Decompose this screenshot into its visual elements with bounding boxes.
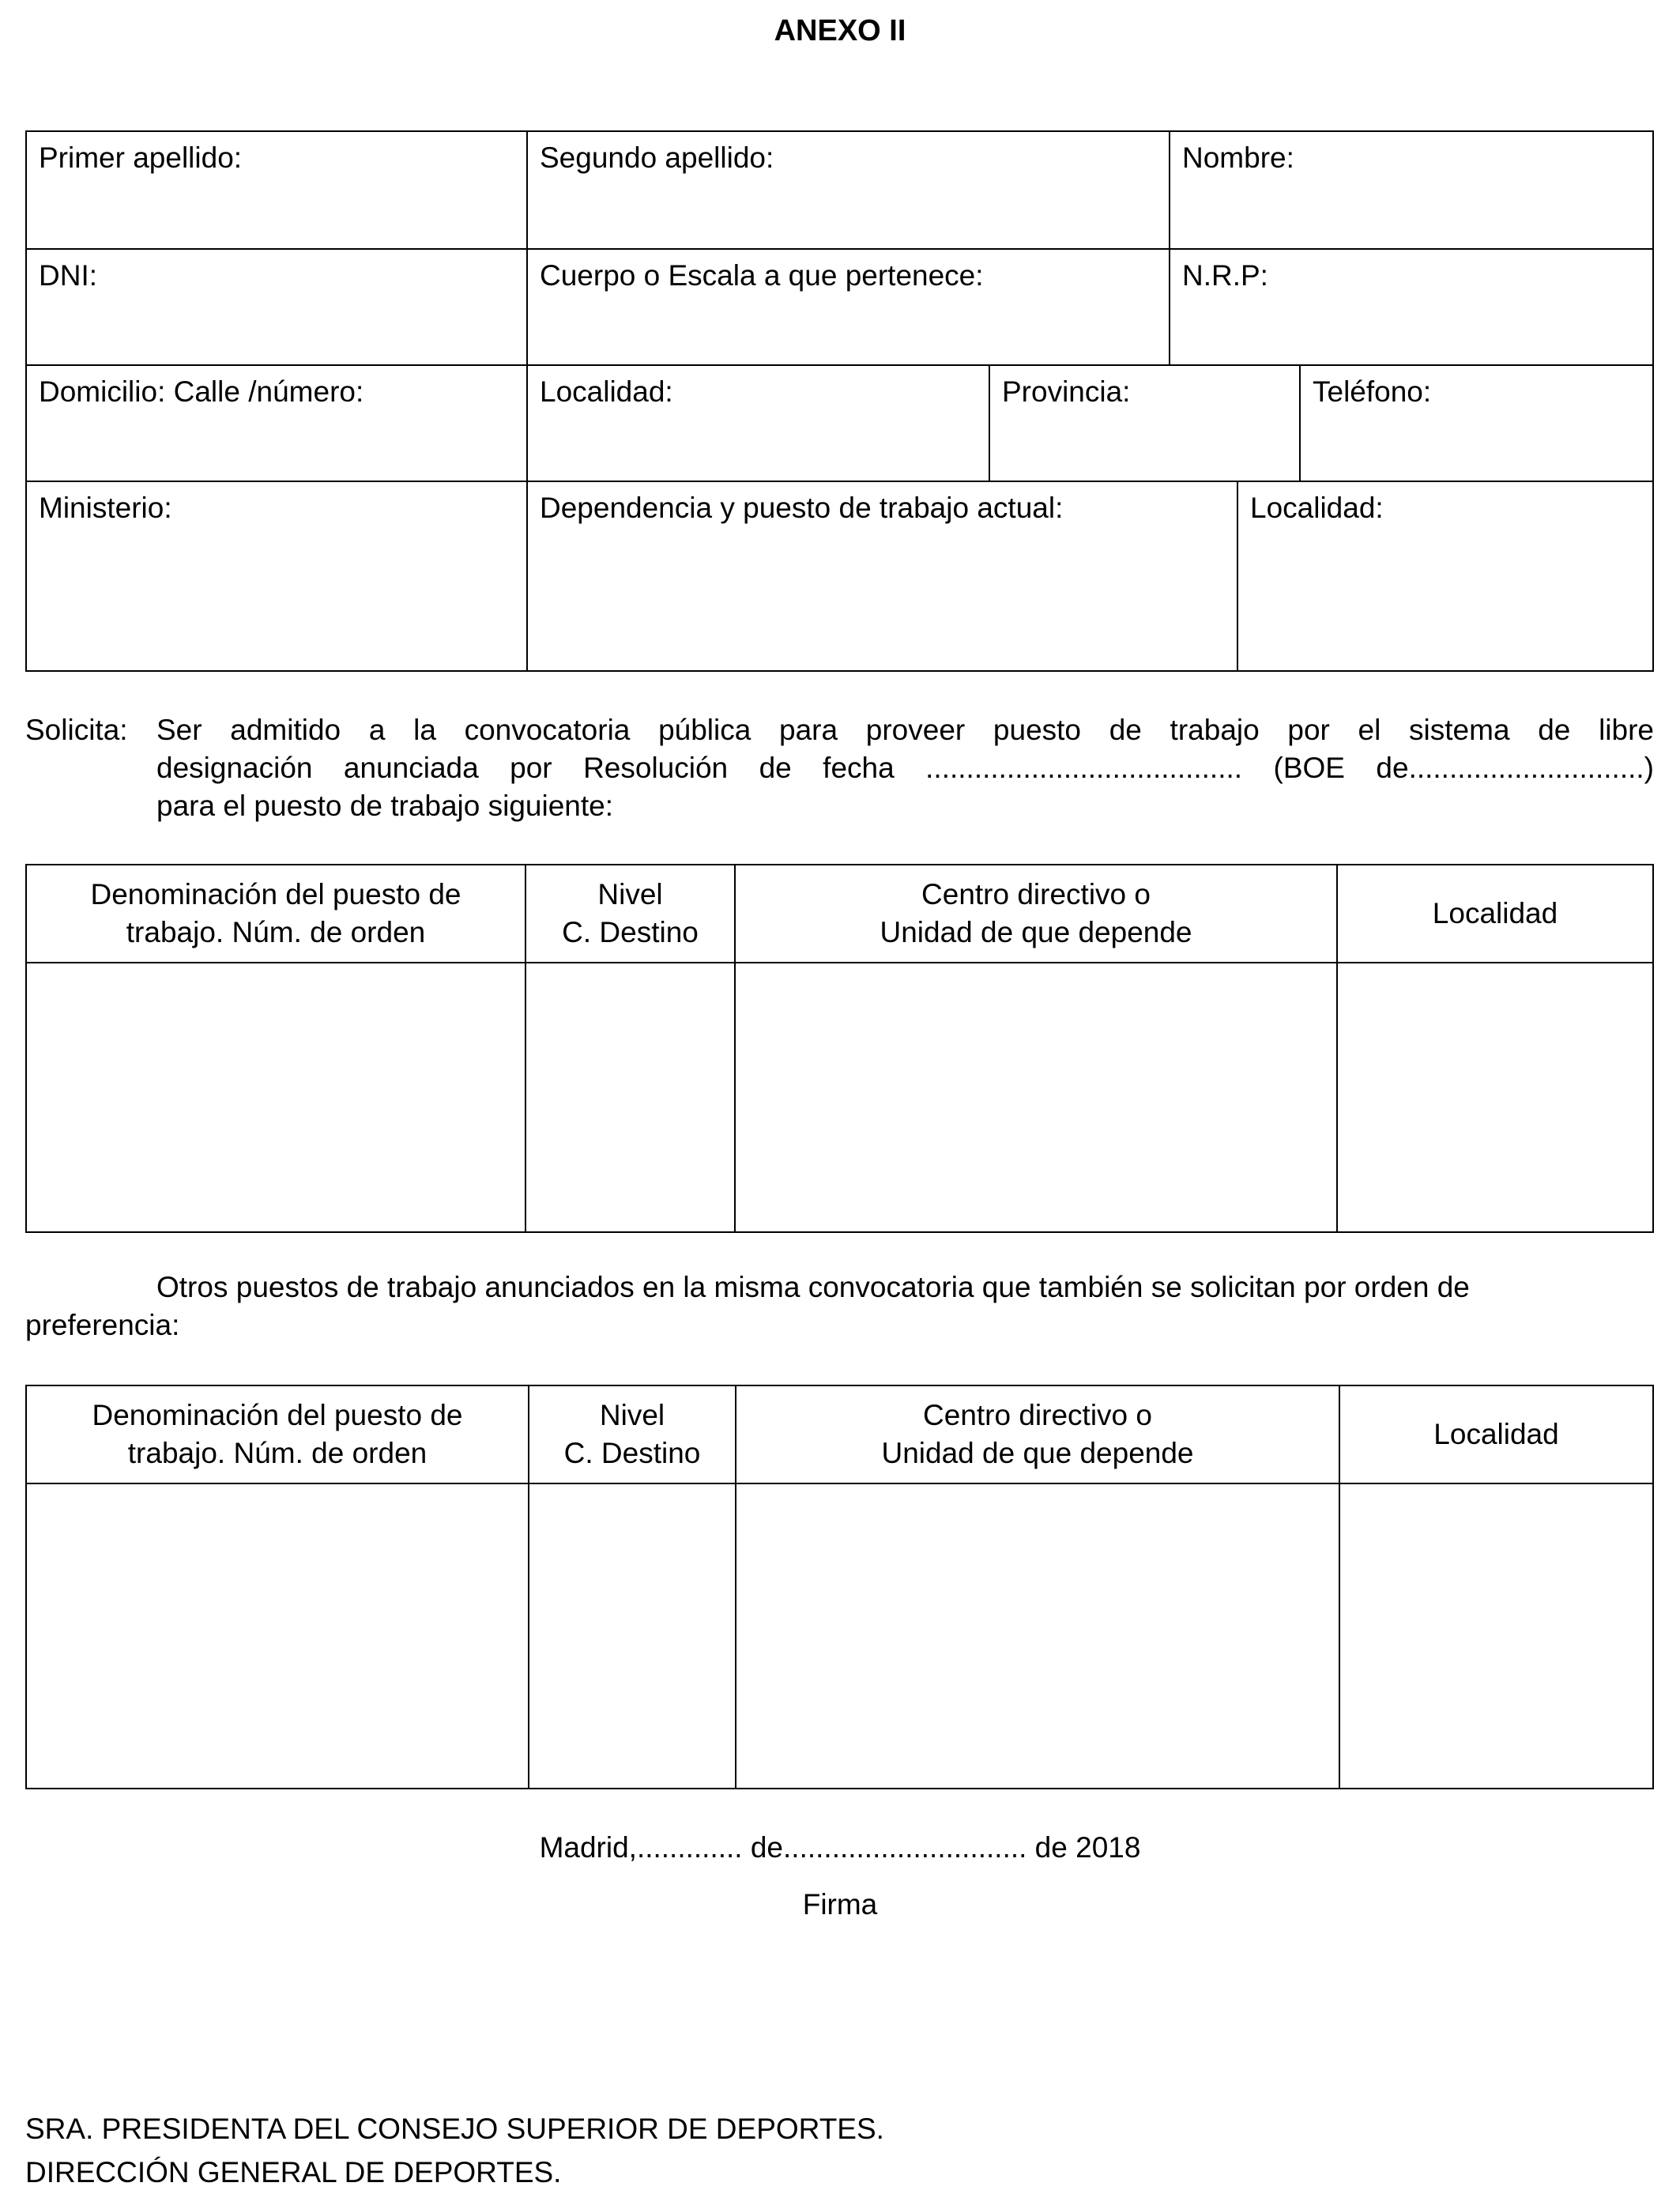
solicita-line-2: designación anunciada por Resolución de fecha ....................................... (BOE de.............................) <box>156 752 1654 784</box>
table-row <box>26 1483 1653 1789</box>
column-header-locality: Localidad <box>1339 1385 1653 1483</box>
column-header-level: Nivel C. Destino <box>529 1385 736 1483</box>
phone-field[interactable]: Teléfono: <box>1299 366 1652 481</box>
date-line: Madrid,............. de.............................. de 2018 <box>539 1831 1141 1864</box>
solicita-line-1: Ser admitido a la convocatoria pública para proveer puesto de trabajo por el sistema de libre <box>156 714 1654 746</box>
other-jobs-line-2: preferencia: <box>25 1309 180 1341</box>
column-header-directive-center: Centro directivo o Unidad de que depende <box>735 865 1337 963</box>
directive-center-cell[interactable] <box>736 1483 1339 1789</box>
requested-job-table <box>25 864 1654 1233</box>
solicita-text <box>156 711 1654 825</box>
column-header-job-name: Denominación del puesto de trabajo. Núm. de orden <box>26 865 525 963</box>
solicita-line-3: para el puesto de trabajo siguiente: <box>156 790 614 822</box>
form-row-identity <box>27 248 1652 364</box>
current-job-field[interactable]: Dependencia y puesto de trabajo actual: <box>526 482 1237 670</box>
locality-field[interactable]: Localidad: <box>526 366 989 481</box>
signature-label: Firma <box>802 1888 878 1921</box>
corps-scale-field[interactable]: Cuerpo o Escala a que pertenece: <box>526 250 1169 364</box>
province-field[interactable]: Provincia: <box>989 366 1299 481</box>
other-jobs-line-1: Otros puestos de trabajo anunciados en la misma convocatoria que también se solicitan por orden de <box>156 1271 1470 1303</box>
other-jobs-paragraph <box>25 1269 1654 1344</box>
column-header-level: Nivel C. Destino <box>525 865 735 963</box>
current-locality-field[interactable]: Localidad: <box>1237 482 1652 670</box>
column-header-directive-center: Centro directivo o Unidad de que depende <box>736 1385 1339 1483</box>
locality-cell[interactable] <box>1339 1483 1653 1789</box>
job-name-cell[interactable] <box>26 963 525 1232</box>
table-row <box>26 963 1653 1232</box>
applicant-data-form <box>25 130 1654 672</box>
form-row-address <box>27 364 1652 481</box>
document-title: ANEXO II <box>774 14 906 47</box>
address-field[interactable]: Domicilio: Calle /número: <box>39 375 364 408</box>
directive-center-cell[interactable] <box>735 963 1337 1232</box>
nrp-field[interactable]: N.R.P: <box>1169 250 1652 364</box>
form-row-current-job <box>27 481 1652 670</box>
other-jobs-table <box>25 1385 1654 1789</box>
locality-cell[interactable] <box>1337 963 1653 1232</box>
addressee-line-1: SRA. PRESIDENTA DEL CONSEJO SUPERIOR DE DEPORTES. <box>25 2113 884 2145</box>
dni-field[interactable]: DNI: <box>39 259 97 292</box>
second-surname-field[interactable]: Segundo apellido: <box>526 132 1169 248</box>
table-header-row <box>26 865 1653 963</box>
first-surname-field[interactable]: Primer apellido: <box>39 141 243 174</box>
solicita-label: Solicita: <box>25 714 128 746</box>
addressee-line-2: DIRECCIÓN GENERAL DE DEPORTES. <box>25 2156 562 2188</box>
table-header-row <box>26 1385 1653 1483</box>
form-row-names <box>27 132 1652 248</box>
level-cell[interactable] <box>525 963 735 1232</box>
addressee <box>25 2107 884 2194</box>
job-name-cell[interactable] <box>26 1483 529 1789</box>
column-header-job-name: Denominación del puesto de trabajo. Núm. de orden <box>26 1385 529 1483</box>
column-header-locality: Localidad <box>1337 865 1653 963</box>
level-cell[interactable] <box>529 1483 736 1789</box>
ministry-field[interactable]: Ministerio: <box>39 492 172 524</box>
name-field[interactable]: Nombre: <box>1169 132 1652 248</box>
